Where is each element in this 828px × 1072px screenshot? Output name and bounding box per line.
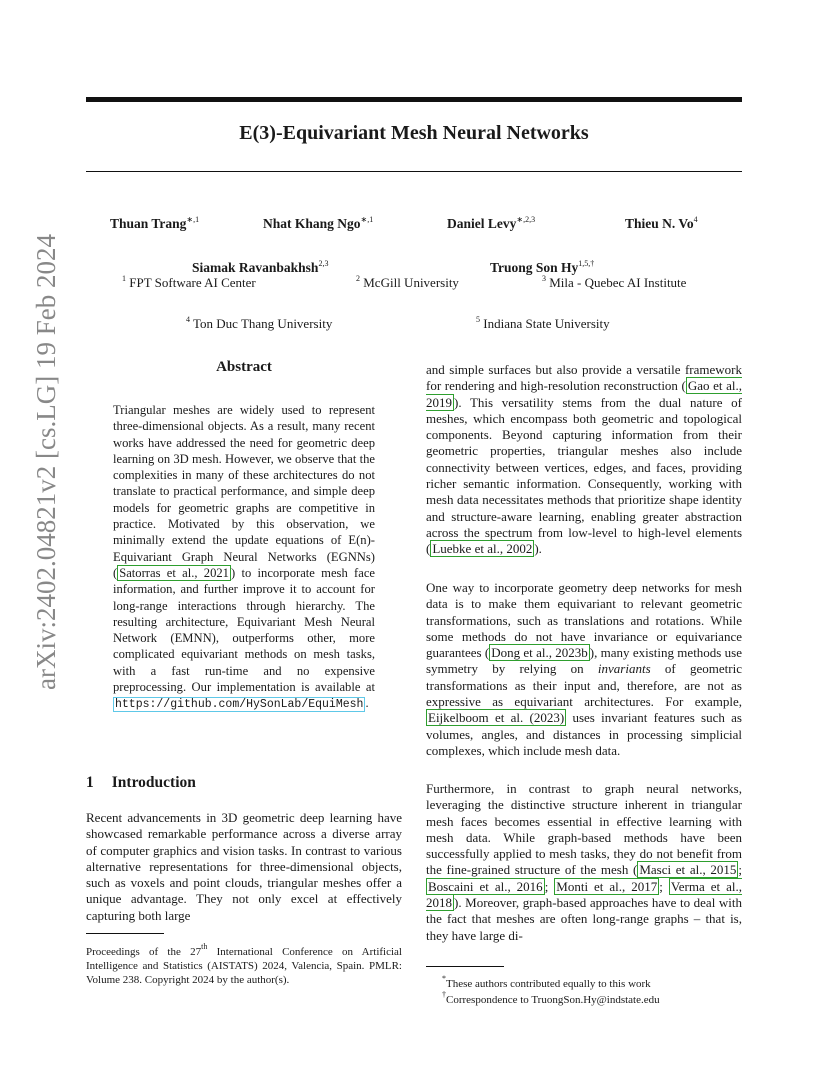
- footnote-rule-right: [426, 966, 504, 967]
- author-4: Thieu N. Vo$^4$: [625, 215, 698, 231]
- citation-link[interactable]: Masci et al., 2015: [639, 862, 737, 878]
- citation-link[interactable]: Gao et al., 2019: [426, 378, 742, 410]
- intro-paragraph-left: Recent advancements in 3D geometric deep learning have showcased remarkable performance across a diverse array of computer graphics and vision tasks. In contrast to various alternative representations for three-dimensional objects, such as voxels and point clouds, triangular meshes offer a unique advantage. They not only excel at effectively capturing both large: [86, 810, 402, 923]
- affiliation-3: $^3$ Mila - Quebec AI Institute: [542, 274, 687, 290]
- affiliation-2: $^2$ McGill University: [356, 274, 459, 290]
- author-3: Daniel Levy$^{∗,2,3}$: [447, 215, 536, 231]
- section-heading: 1 Introduction: [86, 774, 196, 791]
- footnote-correspondence: †Correspondence to TruongSon.Hy@indstate.edu: [442, 990, 660, 1006]
- right-paragraph-2: One way to incorporate geometry deep networks for mesh data is to make them equivariant to relevant geometric transformations, such as translations and rotations. While some methods do not have invariance or equivariance guarantees ( Dong et al., 2023b ), many existing methods use symmetry by relying on invariants of geometric transformations as their input and, therefore, are not as expressive as equivariant architectures. For example, Eijkelboom et al. (2023) uses invariant features such as volumes, angles, and distances in processing simplicial complexes, which include mesh data.: [426, 580, 742, 758]
- author-6: Truong Son $Hy^{1,5,\dagger}$: [490, 259, 595, 275]
- title-rule: [86, 171, 742, 172]
- citation-link[interactable]: Dong et al., 2023b: [491, 645, 588, 661]
- citation-link[interactable]: Boscaini et al., 2016: [428, 878, 543, 894]
- affiliation-5: $^5$ Indiana State University: [476, 315, 610, 331]
- footnote-equal-contribution: *These authors contributed equally to this work: [442, 974, 651, 990]
- right-paragraph-3: Furthermore, in contrast to graph neural networks, leveraging the distinctive structure inherent in triangular mesh faces becomes essential in effective learning with mesh data. While graph-based methods have been successfully applied to mesh tasks, they do not benefit from the fine-grained structure of the mesh ( Masci et al., 2015 ; Boscaini et al., 2016 ; Monti et al., 2017 ; Verma et al., 2018 ). Moreover, graph-based approaches have to deal with the fact that meshes are often long-range graphs – that is, they have large di-: [426, 781, 742, 943]
- citation-link[interactable]: Eijkelboom et al. (2023): [428, 710, 565, 726]
- footnote-proceedings: Proceedings of the 27th International Conference on Artificial Intelligence and Statistics (AISTATS) 2024, Valencia, Spain. PMLR: Volume 238. Copyright 2024 by the author(s).: [86, 942, 402, 986]
- author-2: Nhat Khang Ngo$^{∗,1}$: [263, 215, 374, 231]
- author-5: Siamak Ravanbakhsh$^{2,3}$: [192, 259, 329, 275]
- citation-link[interactable]: Luebke et al., 2002: [432, 541, 533, 557]
- github-link[interactable]: https://github.com/HySonLab/EquiMesh: [115, 698, 364, 712]
- paper-title: E(3)-Equivariant Mesh Neural Networks: [239, 122, 589, 144]
- abstract-heading: Abstract: [216, 359, 272, 375]
- footnote-rule-left: [86, 933, 164, 934]
- citation-link[interactable]: Verma et al., 2018: [426, 878, 742, 911]
- right-paragraph-1: and simple surfaces but also provide a versatile framework for rendering and high-resolution reconstruction ( Gao et al., 2019 ). This versatility stems from the dual nature of meshes, which encompass both geometric and topological components. Beyond capturing information from their geometric properties, triangular meshes also include connectivity between vertices, edges, and faces, providing richer semantic information. Consequently, working with mesh data necessitates methods that prioritize shape identity and structure-aware learning, enabling greater abstraction across the spectrum from low-level to high-level elements ( Luebke et al., 2002 ).: [426, 362, 742, 557]
- affiliation-4: $^4$ Ton Duc Thang University: [186, 315, 333, 331]
- citation-link[interactable]: Satorras et al., 2021: [119, 565, 229, 580]
- abstract-body: Triangular meshes are widely used to represent three-dimensional objects. As a result, many recent works have addressed the need for geometric deep learning on 3D mesh. However, we observe that the complexities in many of these architectures do not translate to practical performance, and simple deep models for geometric graphs are competitive in practice. Motivated by this observation, we minimally extend the update equations of E(n)-Equivariant Graph Neural Networks (EGNNs) ( Satorras et al., 2021 ) to incorporate mesh face information, and further improve it to account for long-range interactions through hierarchy. The resulting architecture, Equivariant Mesh Neural Network (EMNN), outperforms other, more complicated equivariant methods on mesh tasks, with a fast run-time and no expensive preprocessing. Our implementation is available at https://github.com/HySonLab/EquiMesh .: [113, 403, 375, 712]
- citation-link[interactable]: Monti et al., 2017: [556, 878, 658, 894]
- top-rule: [86, 97, 742, 102]
- affiliation-1: $^1$ FPT Software AI Center: [122, 274, 256, 290]
- author-1: Thuan Trang$^{∗,1}$: [110, 215, 200, 231]
- arxiv-stamp: arXiv:2402.04821v2 [cs.LG] 19 Feb 2024: [31, 234, 61, 690]
